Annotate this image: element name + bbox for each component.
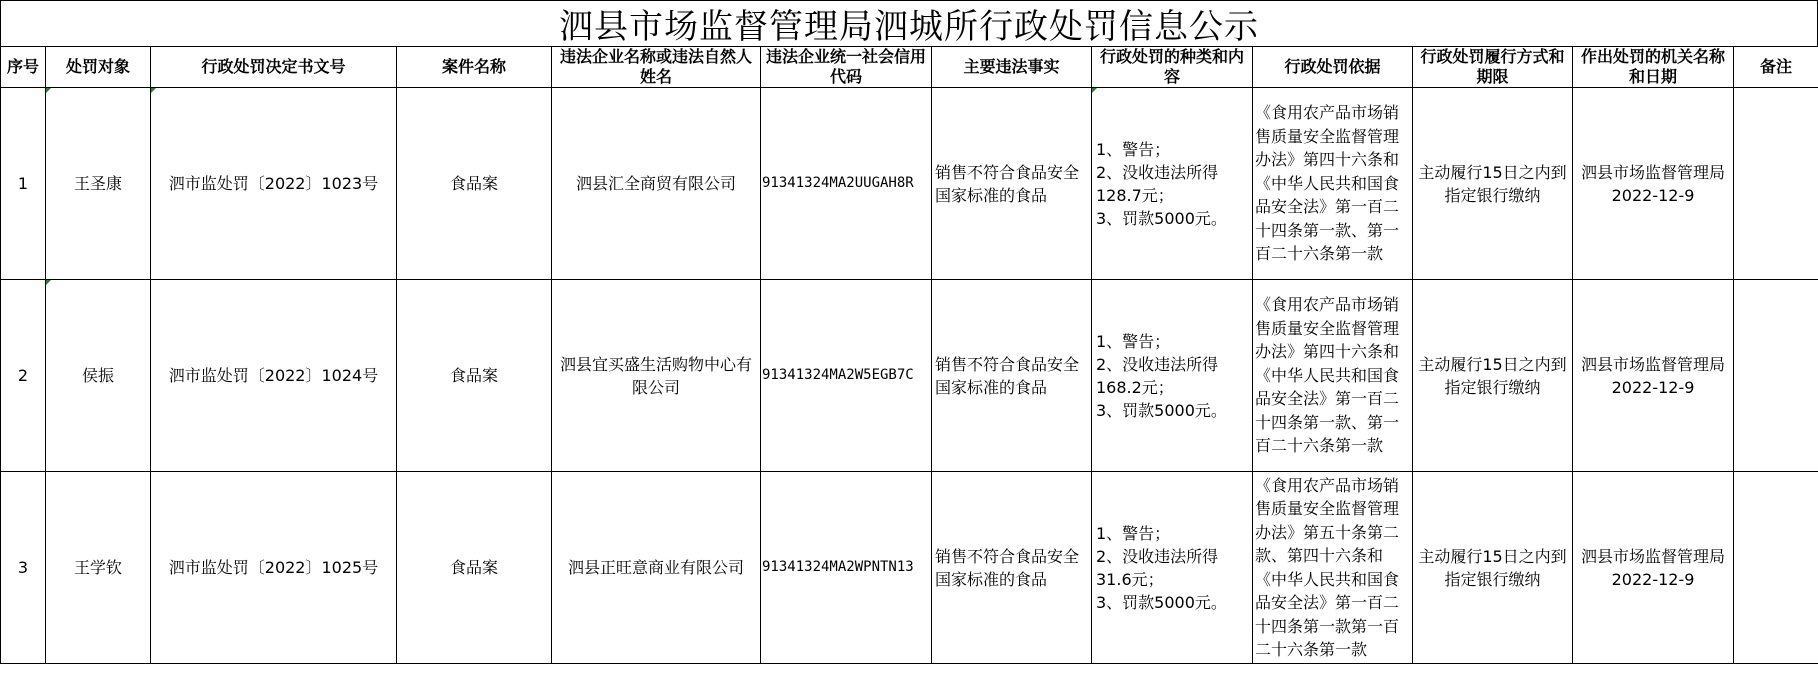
cell-credit-code[interactable]: 91341324MA2W5EGB7C (761, 280, 932, 472)
cell-penalty[interactable] (1092, 472, 1253, 664)
header-target[interactable]: 处罚对象 (46, 47, 151, 88)
header-case-name[interactable]: 案件名称 (397, 47, 552, 88)
cell-target[interactable]: 王学钦 (46, 472, 151, 664)
cell-seq[interactable]: 2 (1, 280, 46, 472)
cell-fulfillment[interactable]: 主动履行15日之内到指定银行缴纳 (1413, 280, 1573, 472)
cell-seq[interactable]: 1 (1, 88, 46, 280)
cell-doc-no[interactable]: 泗市监处罚〔2022〕1025号 (151, 472, 397, 664)
cell-fulfillment[interactable]: 主动履行15日之内到指定银行缴纳 (1413, 88, 1573, 280)
cell-company[interactable]: 泗县宜买盛生活购物中心有限公司 (552, 280, 761, 472)
cell-remark[interactable] (1734, 280, 1818, 472)
cell-doc-no[interactable]: 泗市监处罚〔2022〕1023号 (151, 88, 397, 280)
penalty-line: 1、警告； (1096, 523, 1171, 543)
cell-credit-code[interactable]: 91341324MA2UUGAH8R (761, 88, 932, 280)
header-company[interactable]: 违法企业名称或违法自然人姓名 (552, 47, 761, 88)
header-remark[interactable]: 备注 (1734, 47, 1818, 88)
cell-target[interactable]: 侯振 (46, 280, 151, 472)
sheet-title: 泗县市场监督管理局泗城所行政处罚信息公示 (0, 0, 1818, 46)
penalty-line: 1、警告； (1096, 331, 1171, 351)
penalty-line: 2、没收违法所得31.6元； (1096, 546, 1219, 589)
cell-case-name[interactable]: 食品案 (397, 280, 552, 472)
cell-fulfillment[interactable]: 主动履行15日之内到指定银行缴纳 (1413, 472, 1573, 664)
header-authority[interactable]: 作出处罚的机关名称和日期 (1573, 47, 1734, 88)
cell-facts[interactable]: 销售不符合食品安全国家标准的食品 (932, 88, 1092, 280)
penalty-line: 3、罚款5000元。 (1096, 400, 1227, 420)
cell-seq[interactable]: 3 (1, 472, 46, 664)
penalty-table (0, 46, 1818, 664)
header-row (1, 47, 1818, 88)
cell-doc-no[interactable]: 泗市监处罚〔2022〕1024号 (151, 280, 397, 472)
penalty-line: 2、没收违法所得128.7元； (1096, 162, 1219, 205)
table-row (1, 88, 1818, 280)
cell-facts[interactable]: 销售不符合食品安全国家标准的食品 (932, 472, 1092, 664)
header-penalty[interactable]: 行政处罚的种类和内容 (1092, 47, 1253, 88)
cell-company[interactable]: 泗县汇全商贸有限公司 (552, 88, 761, 280)
cell-authority[interactable]: 泗县市场监督管理局2022-12-9 (1573, 472, 1734, 664)
header-doc-no[interactable]: 行政处罚决定书文号 (151, 47, 397, 88)
cell-credit-code[interactable]: 91341324MA2WPNTN13 (761, 472, 932, 664)
cell-basis[interactable]: 《食用农产品市场销售质量安全监督管理办法》第四十六条和《中华人民共和国食品安全法》第一百二十四条第一款、第一百二十六条第一款 (1253, 280, 1413, 472)
header-facts[interactable]: 主要违法事实 (932, 47, 1092, 88)
cell-case-name[interactable]: 食品案 (397, 472, 552, 664)
penalty-line: 3、罚款5000元。 (1096, 592, 1227, 612)
header-credit-code[interactable]: 违法企业统一社会信用代码 (761, 47, 932, 88)
penalty-line: 1、警告； (1096, 139, 1171, 159)
cell-remark[interactable] (1734, 88, 1818, 280)
cell-authority[interactable]: 泗县市场监督管理局2022-12-9 (1573, 280, 1734, 472)
penalty-line: 3、罚款5000元。 (1096, 208, 1227, 228)
header-seq[interactable]: 序号 (1, 47, 46, 88)
cell-facts[interactable]: 销售不符合食品安全国家标准的食品 (932, 280, 1092, 472)
cell-basis[interactable]: 《食用农产品市场销售质量安全监督管理办法》第四十六条和《中华人民共和国食品安全法》第一百二十四条第一款、第一百二十六条第一款 (1253, 88, 1413, 280)
cell-penalty[interactable] (1092, 280, 1253, 472)
header-fulfillment[interactable]: 行政处罚履行方式和期限 (1413, 47, 1573, 88)
table-row (1, 472, 1818, 664)
cell-penalty[interactable] (1092, 88, 1253, 280)
header-basis[interactable]: 行政处罚依据 (1253, 47, 1413, 88)
cell-remark[interactable] (1734, 472, 1818, 664)
cell-case-name[interactable]: 食品案 (397, 88, 552, 280)
cell-company[interactable]: 泗县正旺意商业有限公司 (552, 472, 761, 664)
table-row (1, 280, 1818, 472)
cell-basis[interactable]: 《食用农产品市场销售质量安全监督管理办法》第五十条第二款、第四十六条和《中华人民共和国食品安全法》第一百二十四条第一款第一百二十六条第一款 (1253, 472, 1413, 664)
penalty-line: 2、没收违法所得168.2元； (1096, 354, 1219, 397)
cell-target[interactable]: 王圣康 (46, 88, 151, 280)
cell-authority[interactable]: 泗县市场监督管理局2022-12-9 (1573, 88, 1734, 280)
